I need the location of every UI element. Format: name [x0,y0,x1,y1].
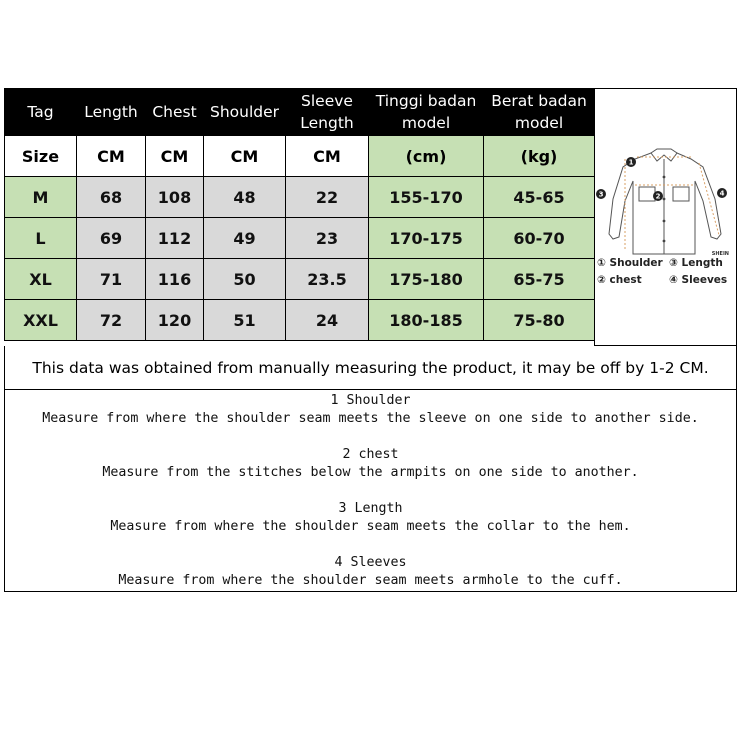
marker-4: 4 [719,189,725,198]
unit-size: Size [5,136,77,177]
cell-sleeve: 22 [286,177,369,218]
guide-text: Measure from where the shoulder seam meets armhole to the cuff. [118,573,623,588]
legend-shoulder: ① Shoulder [597,257,663,269]
header-model-height: Tinggi badan model [369,89,484,136]
header-model-weight: Berat badan model [484,89,595,136]
unit-weight: (kg) [484,136,595,177]
unit-chest: CM [146,136,204,177]
cell-length: 72 [77,300,146,341]
guide-title: 2 chest [342,447,399,462]
cell-weight: 75-80 [484,300,595,341]
units-row [5,136,595,177]
cell-sleeve: 23.5 [286,259,369,300]
guide-text: Measure from the stitches below the armpits on one side to another. [102,465,639,480]
table-row [5,259,595,300]
marker-3: 3 [598,190,604,199]
guide-item [5,500,736,536]
cell-size: XL [5,259,77,300]
header-length: Length [77,89,146,136]
measuring-guide [4,390,737,592]
cell-height: 155-170 [369,177,484,218]
cell-height: 175-180 [369,259,484,300]
brand-label: SHEIN [711,251,729,257]
cell-sleeve: 23 [286,218,369,259]
cell-shoulder: 50 [204,259,286,300]
cell-size: L [5,218,77,259]
cell-sleeve: 24 [286,300,369,341]
guide-text: Measure from where the shoulder seam meets the sleeve on one side to another side. [42,411,699,426]
guide-item [5,554,736,590]
shirt-diagram-icon [595,89,736,345]
guide-title: 3 Length [338,501,403,516]
cell-chest: 116 [146,259,204,300]
marker-1: 1 [628,158,634,167]
unit-sleeve: CM [286,136,369,177]
unit-shoulder: CM [204,136,286,177]
guide-title: 4 Sleeves [334,555,407,570]
cell-length: 68 [77,177,146,218]
header-shoulder: Shoulder [204,89,286,136]
cell-shoulder: 48 [204,177,286,218]
cell-height: 170-175 [369,218,484,259]
guide-item [5,446,736,482]
accuracy-note: This data was obtained from manually measuring the product, it may be off by 1-2 CM. [4,346,737,390]
legend-sleeves: ④ Sleeves [669,274,728,286]
cell-size: XXL [5,300,77,341]
cell-length: 69 [77,218,146,259]
table-row [5,300,595,341]
cell-shoulder: 49 [204,218,286,259]
measurement-diagram [594,88,737,346]
cell-weight: 45-65 [484,177,595,218]
header-sleeve-length: Sleeve Length [286,89,369,136]
marker-2: 2 [655,192,661,201]
cell-size: M [5,177,77,218]
guide-item [5,392,736,428]
size-table [4,88,595,341]
cell-weight: 65-75 [484,259,595,300]
cell-length: 71 [77,259,146,300]
table-row [5,177,595,218]
cell-weight: 60-70 [484,218,595,259]
legend-chest: ② chest [597,274,642,286]
guide-title: 1 Shoulder [330,393,411,408]
table-row [5,218,595,259]
legend-length: ③ Length [669,257,723,269]
cell-chest: 120 [146,300,204,341]
cell-height: 180-185 [369,300,484,341]
cell-chest: 108 [146,177,204,218]
guide-text: Measure from where the shoulder seam meets the collar to the hem. [110,519,631,534]
cell-shoulder: 51 [204,300,286,341]
header-row [5,89,595,136]
cell-chest: 112 [146,218,204,259]
size-chart [4,88,737,592]
header-chest: Chest [146,89,204,136]
unit-height: (cm) [369,136,484,177]
header-tag: Tag [5,89,77,136]
unit-length: CM [77,136,146,177]
